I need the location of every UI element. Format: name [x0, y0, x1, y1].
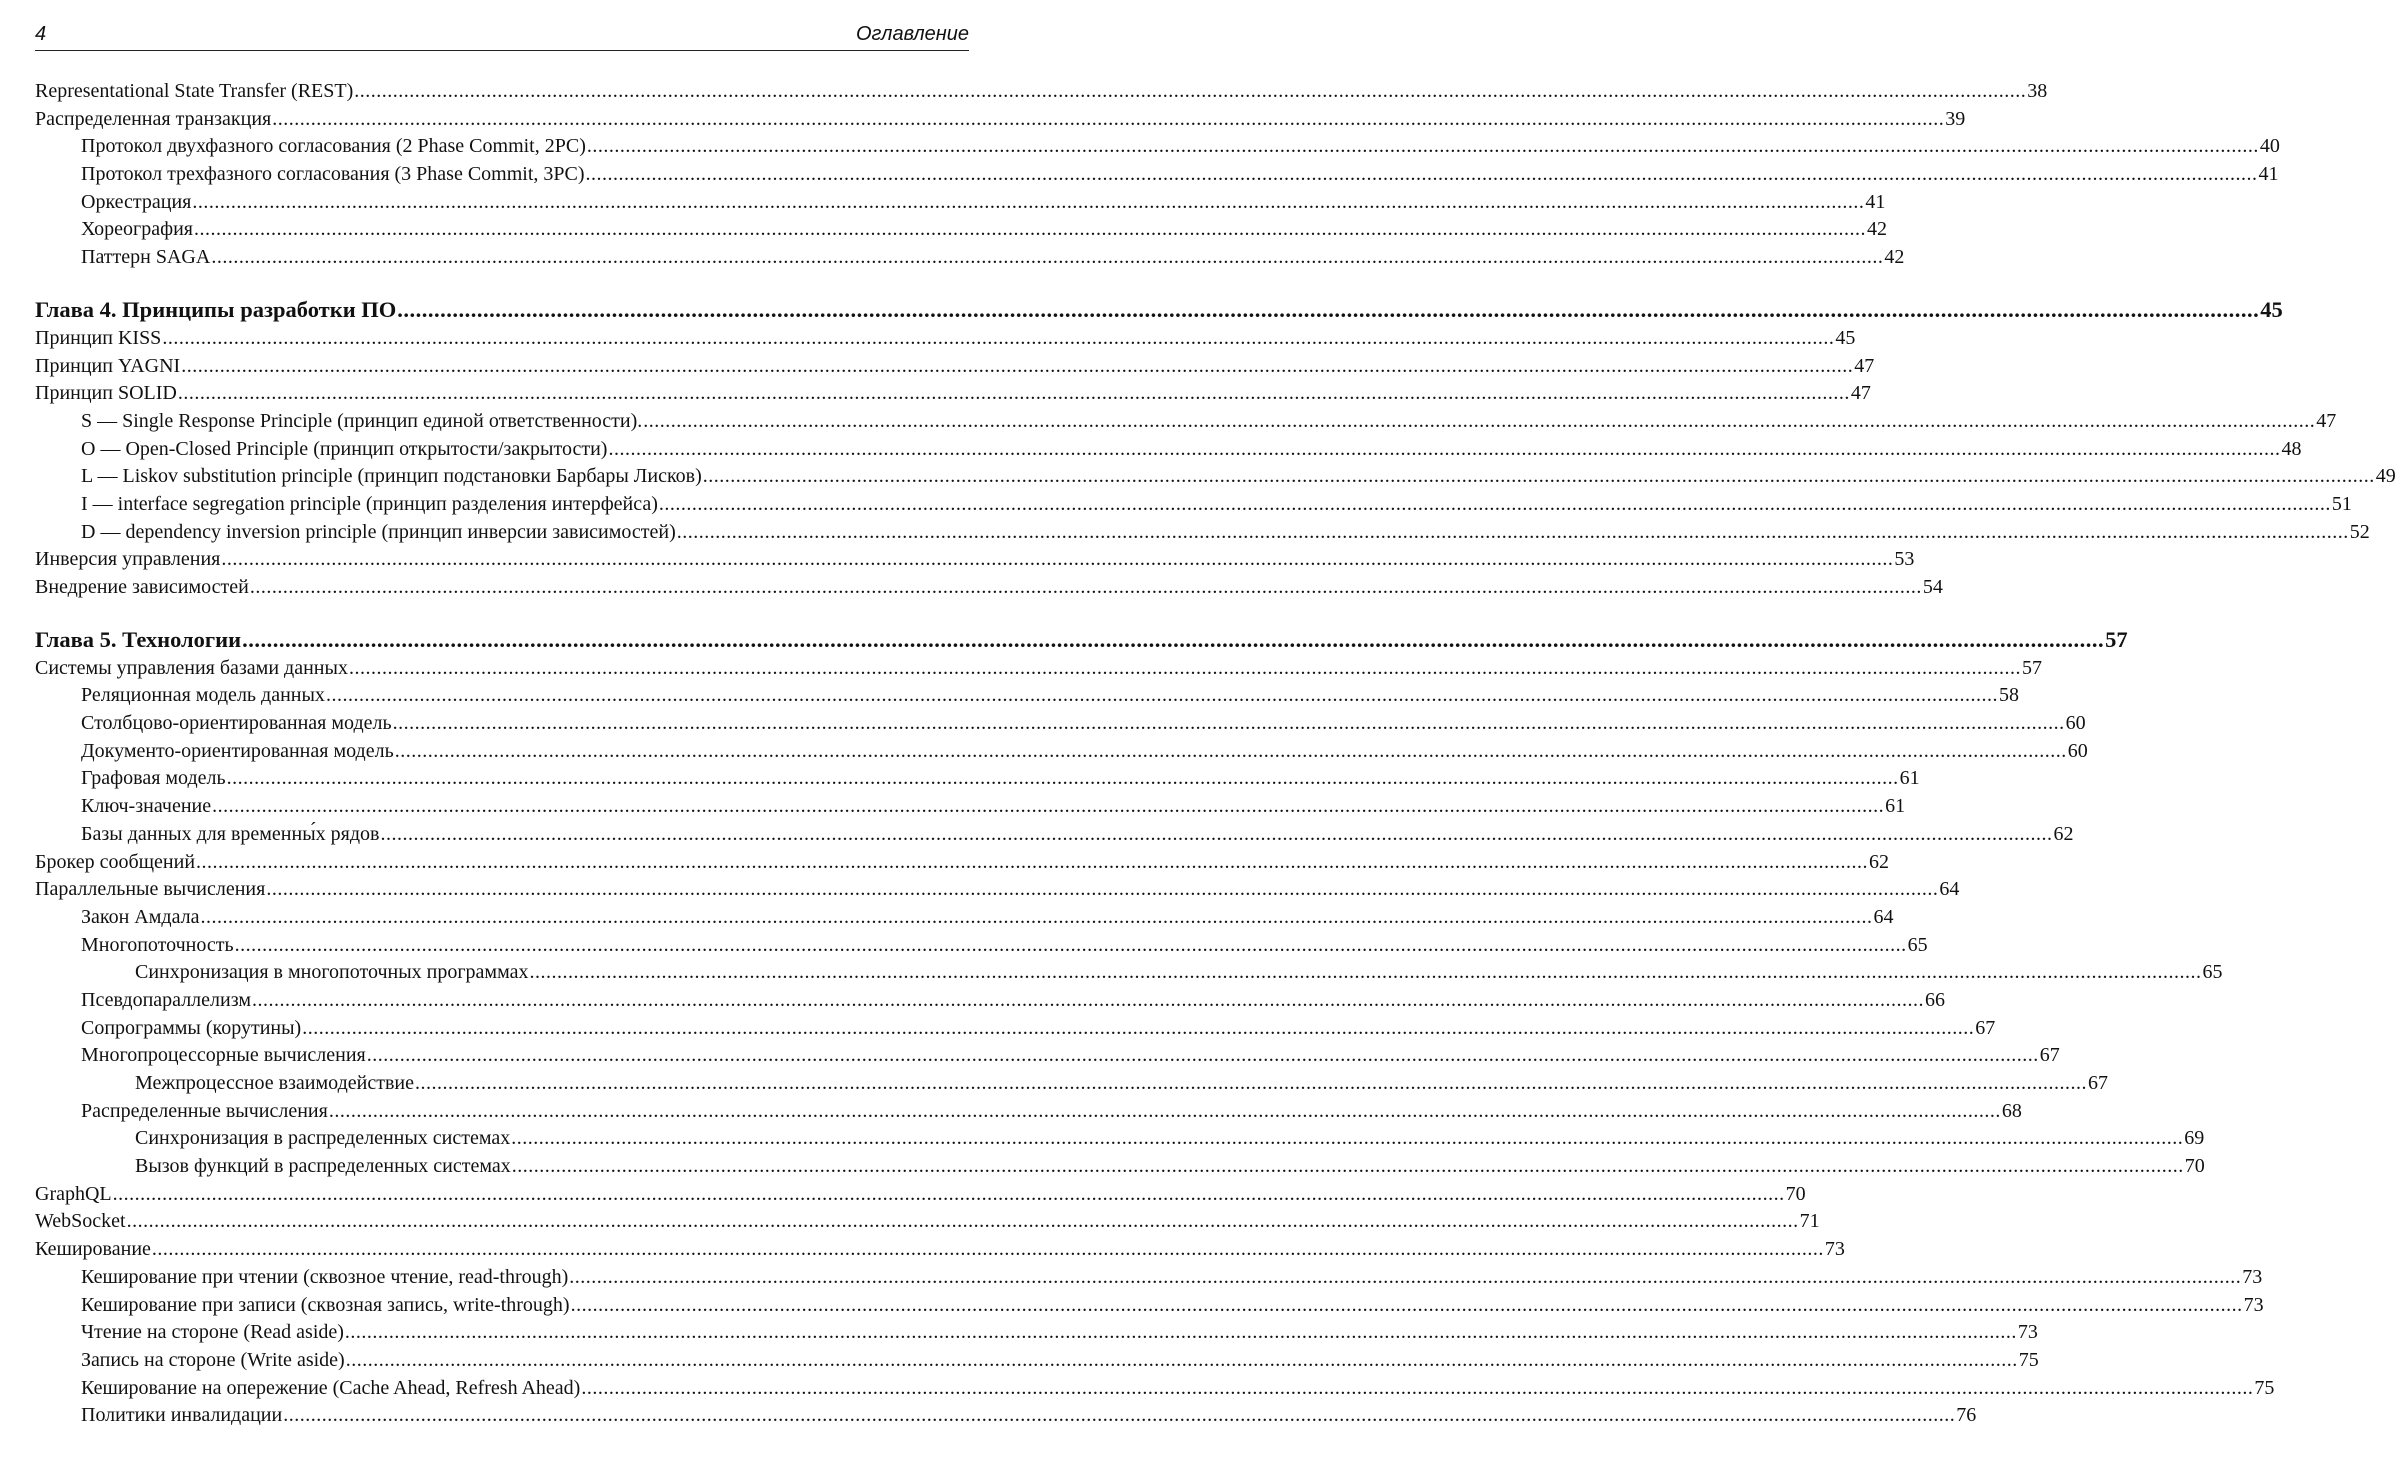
- toc-entry-title: Распределенные вычисления: [81, 1099, 328, 1122]
- toc-entry-row[interactable]: [35, 574, 1943, 602]
- toc-page-number: 73: [1824, 1238, 1845, 1261]
- toc-entry-title: Внедрение зависимостей: [35, 576, 249, 598]
- toc-page-number: 47: [1854, 354, 1875, 377]
- dot-leader: [178, 380, 1850, 408]
- dot-leader: [346, 1347, 2018, 1375]
- toc-page-number: 73: [2242, 1265, 2263, 1288]
- toc-entry-title: Протокол трехфазного согласования (3 Phase Commit, 3PC): [81, 163, 585, 186]
- toc-page-number: 69: [2184, 1127, 2205, 1150]
- toc-page-number: 70: [2184, 1155, 2205, 1178]
- toc-entry-title: Распределенная транзакция: [35, 107, 272, 130]
- toc-page-number: 64: [1939, 878, 1960, 901]
- dot-leader: [212, 793, 1884, 821]
- toc-page-number: 62: [2053, 822, 2074, 845]
- toc-entry-title: Вызов функций в распределенных системах: [135, 1155, 511, 1178]
- toc-entry-row[interactable]: [35, 1015, 1996, 1043]
- toc-entry-row[interactable]: [35, 1125, 2205, 1153]
- dot-leader: [677, 519, 2349, 547]
- toc-entry-row[interactable]: [35, 244, 1905, 272]
- toc-page-number: 67: [2087, 1072, 2108, 1094]
- toc-page-number: 54: [1922, 576, 1943, 598]
- dot-leader: [659, 491, 2331, 519]
- dot-leader: [329, 1098, 2001, 1126]
- toc-entry-row[interactable]: [35, 932, 1928, 960]
- toc-entry-title: Паттерн SAGA: [81, 246, 211, 269]
- toc-entry-row[interactable]: [35, 161, 2279, 189]
- toc-entry-row[interactable]: [35, 904, 1894, 932]
- page-number: 4: [35, 23, 47, 45]
- toc-entry-row[interactable]: [35, 765, 1920, 793]
- toc-page-number: 52: [2349, 520, 2370, 543]
- toc-entry-title: Глава 5. Технологии: [35, 626, 242, 652]
- toc-page-number: 62: [1869, 850, 1890, 873]
- dot-leader: [272, 106, 1944, 134]
- toc-entry-title: GraphQL: [35, 1182, 112, 1205]
- toc-entry-row[interactable]: [35, 1181, 1806, 1209]
- dot-leader: [345, 1319, 2017, 1347]
- toc-page-number: 47: [1850, 382, 1871, 405]
- dot-leader: [250, 574, 1922, 602]
- toc-entry-title: Запись на стороне (Write aside): [81, 1348, 345, 1371]
- dot-leader: [211, 244, 1883, 272]
- dot-leader: [196, 849, 1868, 877]
- toc-page-number: 53: [1894, 548, 1915, 571]
- toc-entry-title: L — Liskov substitution principle (принцип подстановки Барбары Лисков): [81, 465, 702, 488]
- toc-entry-title: Реляционная модель данных: [81, 684, 325, 707]
- toc-entry-row[interactable]: [35, 876, 1960, 904]
- toc-entry-row[interactable]: [35, 353, 1875, 381]
- toc-entry-row[interactable]: [35, 1042, 2060, 1070]
- toc-page-number: 42: [1867, 218, 1888, 241]
- dot-leader: [192, 189, 1864, 217]
- toc-entry-title: Политики инвалидации: [81, 1404, 283, 1427]
- toc-entry-row[interactable]: [35, 987, 1945, 1015]
- dot-leader: [581, 1375, 2253, 1403]
- toc-page-number: 57: [2105, 626, 2128, 652]
- toc-entry-title: D — dependency inversion principle (принцип инверсии зависимостей): [81, 520, 676, 543]
- toc-page-number: 67: [1975, 1016, 1996, 1039]
- dot-leader: [395, 738, 2067, 766]
- toc-page-number: 73: [2243, 1293, 2264, 1316]
- dot-leader: [227, 765, 1899, 793]
- toc-entry-row[interactable]: [35, 821, 2074, 849]
- toc-page-number: 68: [2001, 1099, 2022, 1122]
- toc-entry-row[interactable]: [35, 710, 2086, 738]
- toc-page-number: 38: [2027, 80, 2048, 102]
- dot-leader: [113, 1181, 1785, 1209]
- toc-entry-title: Столбцово-ориентированная модель: [81, 712, 392, 735]
- toc-entry-title: WebSocket: [35, 1210, 126, 1233]
- toc-page-number: 61: [1885, 795, 1906, 818]
- toc-entry-title: Оркестрация: [81, 190, 192, 213]
- toc-page-number: 40: [2259, 135, 2280, 158]
- toc-entry-title: Базы данных для временны́х рядов: [81, 822, 380, 845]
- toc-page-number: 45: [1835, 326, 1856, 349]
- dot-leader: [349, 655, 2021, 683]
- toc-page-number: 64: [1873, 905, 1894, 928]
- toc-entry-title: Ключ-значение: [81, 795, 212, 818]
- toc-entry-row[interactable]: [35, 106, 1966, 134]
- toc-entry-title: I — interface segregation principle (принцип разделения интерфейса): [81, 492, 658, 515]
- toc-page-number: 70: [1785, 1182, 1806, 1205]
- dot-leader: [397, 295, 2259, 325]
- toc-entry-row[interactable]: [35, 216, 1888, 244]
- dot-leader: [302, 1015, 1974, 1043]
- toc-entry-title: Принцип KISS: [35, 326, 162, 349]
- toc-entry-title: Принцип SOLID: [35, 382, 177, 405]
- toc-entry-title: S — Single Response Principle (принцип единой ответственности).: [81, 409, 643, 432]
- dot-leader: [235, 932, 1907, 960]
- toc-entry-title: Синхронизация в многопоточных программах: [135, 961, 529, 984]
- toc-entry-title: Параллельные вычисления: [35, 878, 266, 901]
- toc-page-number: 41: [1865, 190, 1886, 213]
- toc-entry-title: Брокер сообщений: [35, 850, 196, 873]
- toc-entry-title: Системы управления базами данных: [35, 656, 348, 679]
- toc-entry-row[interactable]: [35, 738, 2088, 766]
- toc-entry-row[interactable]: [35, 655, 2042, 683]
- running-title: Оглавление: [855, 23, 969, 45]
- toc-page-number: 75: [2254, 1376, 2275, 1399]
- dot-leader: [512, 1153, 2184, 1181]
- toc-entry-title: Чтение на стороне (Read aside): [81, 1321, 344, 1344]
- toc-page-number: 75: [2018, 1348, 2039, 1371]
- toc-page-number: 51: [2331, 492, 2352, 515]
- toc-chapter-row[interactable]: [35, 295, 2283, 325]
- toc-entry-title: Графовая модель: [81, 767, 226, 790]
- toc-entry-title: Глава 4. Принципы разработки ПО: [35, 296, 397, 322]
- dot-leader: [393, 710, 2065, 738]
- toc-page-number: 67: [2039, 1044, 2060, 1067]
- toc-entry-row[interactable]: [35, 1070, 2108, 1098]
- dot-leader: [587, 133, 2259, 161]
- dot-leader: [703, 463, 2375, 491]
- toc-page-number: 71: [1799, 1210, 1820, 1233]
- toc-entry-row[interactable]: [35, 519, 2370, 547]
- toc-entry-row[interactable]: [35, 1208, 1820, 1236]
- dot-leader: [529, 959, 2201, 987]
- toc-entry-row[interactable]: [35, 682, 2019, 710]
- table-of-contents: [35, 78, 2396, 1430]
- dot-leader: [201, 904, 1873, 932]
- toc-entry-row[interactable]: [35, 380, 1871, 408]
- toc-page-number: 45: [2260, 296, 2283, 322]
- toc-page-number: 65: [1907, 933, 1928, 956]
- toc-entry-row[interactable]: [35, 491, 2352, 519]
- dot-leader: [181, 353, 1853, 381]
- toc-entry-row[interactable]: [35, 133, 2280, 161]
- toc-entry-row[interactable]: [35, 463, 2396, 491]
- page-header: [35, 20, 969, 51]
- toc-entry-title: Протокол двухфазного согласования (2 Phase Commit, 2PC): [81, 135, 586, 158]
- dot-leader: [354, 78, 2026, 106]
- toc-entry-title: Кеширование: [35, 1238, 151, 1261]
- dot-leader: [367, 1042, 2039, 1070]
- dot-leader: [283, 1402, 1955, 1430]
- toc-entry-row[interactable]: [35, 793, 1906, 821]
- toc-entry-row[interactable]: [35, 1375, 2275, 1403]
- toc-entry-title: Кеширование при записи (сквозная запись, write-through): [81, 1293, 570, 1316]
- toc-entry-title: Межпроцессное взаимодействие: [135, 1072, 414, 1094]
- toc-page-number: 48: [2281, 437, 2302, 460]
- toc-entry-title: Принцип YAGNI: [35, 354, 181, 377]
- toc-page-number: 60: [2067, 739, 2088, 762]
- toc-entry-title: Псевдопараллелизм: [81, 988, 251, 1011]
- dot-leader: [162, 325, 1834, 353]
- toc-page-number: 57: [2021, 656, 2042, 679]
- toc-entry-row[interactable]: [35, 189, 1886, 217]
- dot-leader: [571, 1292, 2243, 1320]
- toc-entry-row[interactable]: [35, 1153, 2205, 1181]
- dot-leader: [326, 682, 1998, 710]
- toc-entry-row[interactable]: [35, 1347, 2039, 1375]
- toc-page-number: 65: [2202, 961, 2223, 984]
- toc-entry-row[interactable]: [35, 1402, 1977, 1430]
- toc-page-number: 47: [2316, 409, 2337, 432]
- toc-entry-row[interactable]: [35, 849, 1890, 877]
- toc-entry-title: Многопроцессорные вычисления: [81, 1044, 366, 1067]
- dot-leader: [511, 1125, 2183, 1153]
- toc-page-number: 66: [1925, 988, 1945, 1011]
- toc-page-number: 76: [1956, 1404, 1977, 1427]
- toc-entry-row[interactable]: [35, 1098, 2022, 1126]
- toc-entry-row[interactable]: [35, 325, 1856, 353]
- toc-entry-row[interactable]: [35, 78, 2048, 106]
- toc-entry-row[interactable]: [35, 1236, 1845, 1264]
- toc-page-number: 39: [1945, 107, 1966, 130]
- dot-leader: [221, 546, 1893, 574]
- dot-leader: [252, 987, 1924, 1015]
- dot-leader: [266, 876, 1938, 904]
- toc-page-number: 41: [2258, 163, 2279, 186]
- dot-leader: [380, 821, 2052, 849]
- toc-entry-title: Representational State Transfer (REST): [35, 80, 354, 102]
- toc-entry-title: O — Open-Closed Principle (принцип открытости/закрытости): [81, 437, 608, 460]
- dot-leader: [152, 1236, 1824, 1264]
- toc-page-number: 58: [1998, 684, 2019, 707]
- toc-entry-title: Документо-ориентированная модель: [81, 739, 394, 762]
- dot-leader: [415, 1070, 2087, 1098]
- dot-leader: [242, 625, 2104, 655]
- toc-entry-row[interactable]: [35, 546, 1915, 574]
- dot-leader: [194, 216, 1866, 244]
- toc-entry-title: Закон Амдала: [81, 905, 200, 928]
- toc-page-number: 73: [2017, 1321, 2038, 1344]
- toc-page-number: 61: [1899, 767, 1920, 790]
- toc-entry-title: Кеширование при чтении (сквозное чтение, read-through): [81, 1265, 569, 1288]
- toc-entry-row[interactable]: [35, 436, 2302, 464]
- toc-entry-title: Синхронизация в распределенных системах: [135, 1127, 511, 1150]
- dot-leader: [569, 1264, 2241, 1292]
- toc-page-number: 60: [2065, 712, 2086, 735]
- toc-entry-title: Сопрограммы (корутины): [81, 1016, 302, 1039]
- toc-entry-row[interactable]: [35, 1264, 2263, 1292]
- toc-entry-title: Хореография: [81, 218, 194, 241]
- toc-page-number: 42: [1884, 246, 1905, 269]
- toc-entry-row[interactable]: [35, 1292, 2264, 1320]
- toc-entry-row[interactable]: [35, 1319, 2038, 1347]
- toc-chapter-row[interactable]: [35, 625, 2128, 655]
- toc-page-number: 49: [2375, 465, 2396, 488]
- toc-entry-title: Многопоточность: [81, 933, 234, 956]
- dot-leader: [608, 436, 2280, 464]
- toc-entry-row[interactable]: [35, 959, 2223, 987]
- dot-leader: [643, 408, 2315, 436]
- dot-leader: [586, 161, 2258, 189]
- dot-leader: [127, 1208, 1799, 1236]
- toc-entry-title: Инверсия управления: [35, 548, 221, 571]
- toc-entry-title: Кеширование на опережение (Cache Ahead, Refresh Ahead): [81, 1376, 581, 1399]
- toc-entry-row[interactable]: [35, 408, 2337, 436]
